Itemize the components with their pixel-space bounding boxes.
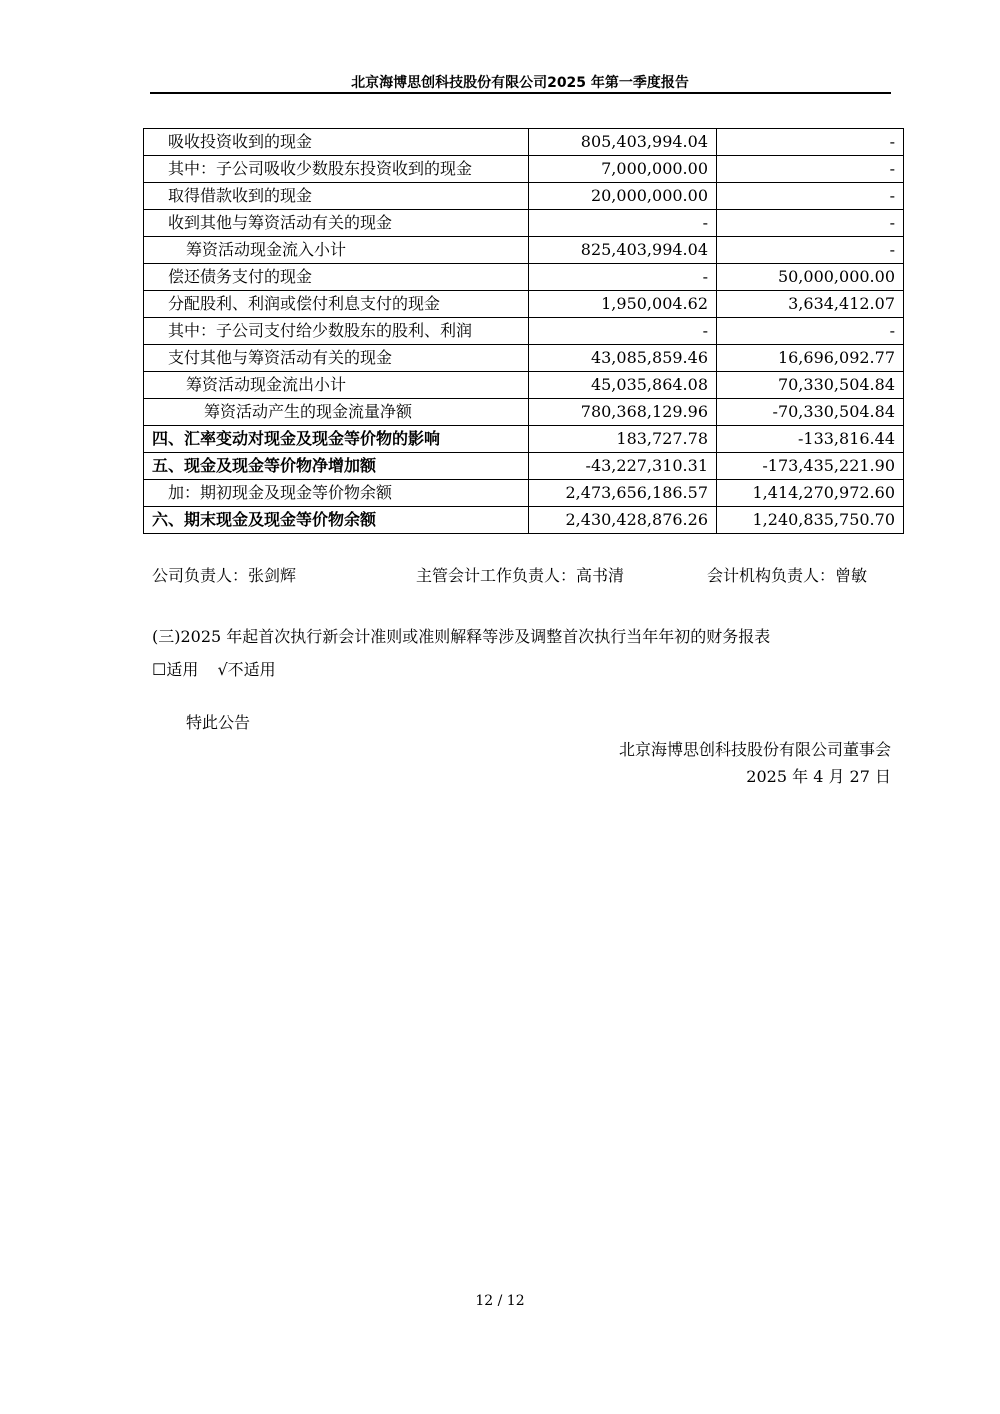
row-label: 筹资活动产生的现金流量净额 — [144, 399, 529, 426]
row-label: 分配股利、利润或偿付利息支付的现金 — [144, 291, 529, 318]
table-row — [144, 156, 904, 183]
row-label: 六、期末现金及现金等价物余额 — [144, 507, 529, 534]
table-row — [144, 480, 904, 507]
table-row — [144, 183, 904, 210]
current-period-value: 2,430,428,876.26 — [529, 507, 717, 534]
table-row — [144, 426, 904, 453]
current-period-value: 2,473,656,186.57 — [529, 480, 717, 507]
report-header-title: 北京海博思创科技股份有限公司2025 年第一季度报告 — [351, 75, 689, 91]
row-label: 吸收投资收到的现金 — [144, 129, 529, 156]
row-label: 取得借款收到的现金 — [144, 183, 529, 210]
previous-period-value: - — [717, 318, 904, 345]
current-period-value: - — [529, 264, 717, 291]
company-head-signature: 公司负责人：张剑辉 — [152, 566, 297, 585]
accounting-org-head-signature: 会计机构负责人：曾敏 — [707, 566, 868, 585]
previous-period-value: -173,435,221.90 — [717, 453, 904, 480]
previous-period-value: - — [717, 210, 904, 237]
section-3-title: (三)2025 年起首次执行新会计准则或准则解释等涉及调整首次执行当年年初的财务报表 — [152, 627, 771, 646]
row-label: 四、汇率变动对现金及现金等价物的影响 — [144, 426, 529, 453]
table-row — [144, 264, 904, 291]
current-period-value: 183,727.78 — [529, 426, 717, 453]
current-period-value: 1,950,004.62 — [529, 291, 717, 318]
accounting-head-signature: 主管会计工作负责人：高书清 — [416, 566, 625, 585]
current-period-value: 780,368,129.96 — [529, 399, 717, 426]
current-period-value: 825,403,994.04 — [529, 237, 717, 264]
previous-period-value: 16,696,092.77 — [717, 345, 904, 372]
previous-period-value: -133,816.44 — [717, 426, 904, 453]
current-period-value: - — [529, 318, 717, 345]
row-label: 偿还债务支付的现金 — [144, 264, 529, 291]
previous-period-value: 1,240,835,750.70 — [717, 507, 904, 534]
previous-period-value: - — [717, 156, 904, 183]
table-row — [144, 507, 904, 534]
row-label: 筹资活动现金流出小计 — [144, 372, 529, 399]
table-row — [144, 453, 904, 480]
row-label: 其中：子公司支付给少数股东的股利、利润 — [144, 318, 529, 345]
current-period-value: - — [529, 210, 717, 237]
previous-period-value: - — [717, 237, 904, 264]
row-label: 筹资活动现金流入小计 — [144, 237, 529, 264]
current-period-value: 805,403,994.04 — [529, 129, 717, 156]
current-period-value: 20,000,000.00 — [529, 183, 717, 210]
row-label: 支付其他与筹资活动有关的现金 — [144, 345, 529, 372]
previous-period-value: 70,330,504.84 — [717, 372, 904, 399]
current-period-value: 45,035,864.08 — [529, 372, 717, 399]
row-label: 其中：子公司吸收少数股东投资收到的现金 — [144, 156, 529, 183]
option-applicable: ☐适用 — [152, 660, 199, 679]
table-row — [144, 237, 904, 264]
previous-period-value: -70,330,504.84 — [717, 399, 904, 426]
cash-flow-table — [143, 128, 904, 534]
table-row — [144, 291, 904, 318]
option-not-applicable: √不适用 — [217, 660, 276, 679]
board-signature: 北京海博思创科技股份有限公司董事会 — [618, 740, 891, 759]
row-label: 加：期初现金及现金等价物余额 — [144, 480, 529, 507]
previous-period-value: - — [717, 129, 904, 156]
announcement-date: 2025 年 4 月 27 日 — [746, 767, 891, 786]
table-row — [144, 372, 904, 399]
previous-period-value: - — [717, 183, 904, 210]
previous-period-value: 50,000,000.00 — [717, 264, 904, 291]
table-row — [144, 399, 904, 426]
page-number: 12 / 12 — [475, 1293, 525, 1309]
previous-period-value: 3,634,412.07 — [717, 291, 904, 318]
current-period-value: 7,000,000.00 — [529, 156, 717, 183]
current-period-value: -43,227,310.31 — [529, 453, 717, 480]
table-row — [144, 210, 904, 237]
applicability-options — [152, 657, 290, 680]
table-row — [144, 318, 904, 345]
row-label: 五、现金及现金等价物净增加额 — [144, 453, 529, 480]
row-label: 收到其他与筹资活动有关的现金 — [144, 210, 529, 237]
cash-flow-table-body — [144, 129, 904, 534]
table-row — [144, 345, 904, 372]
closing-notice: 特此公告 — [186, 713, 251, 732]
previous-period-value: 1,414,270,972.60 — [717, 480, 904, 507]
current-period-value: 43,085,859.46 — [529, 345, 717, 372]
table-row — [144, 129, 904, 156]
header-divider — [150, 92, 891, 94]
